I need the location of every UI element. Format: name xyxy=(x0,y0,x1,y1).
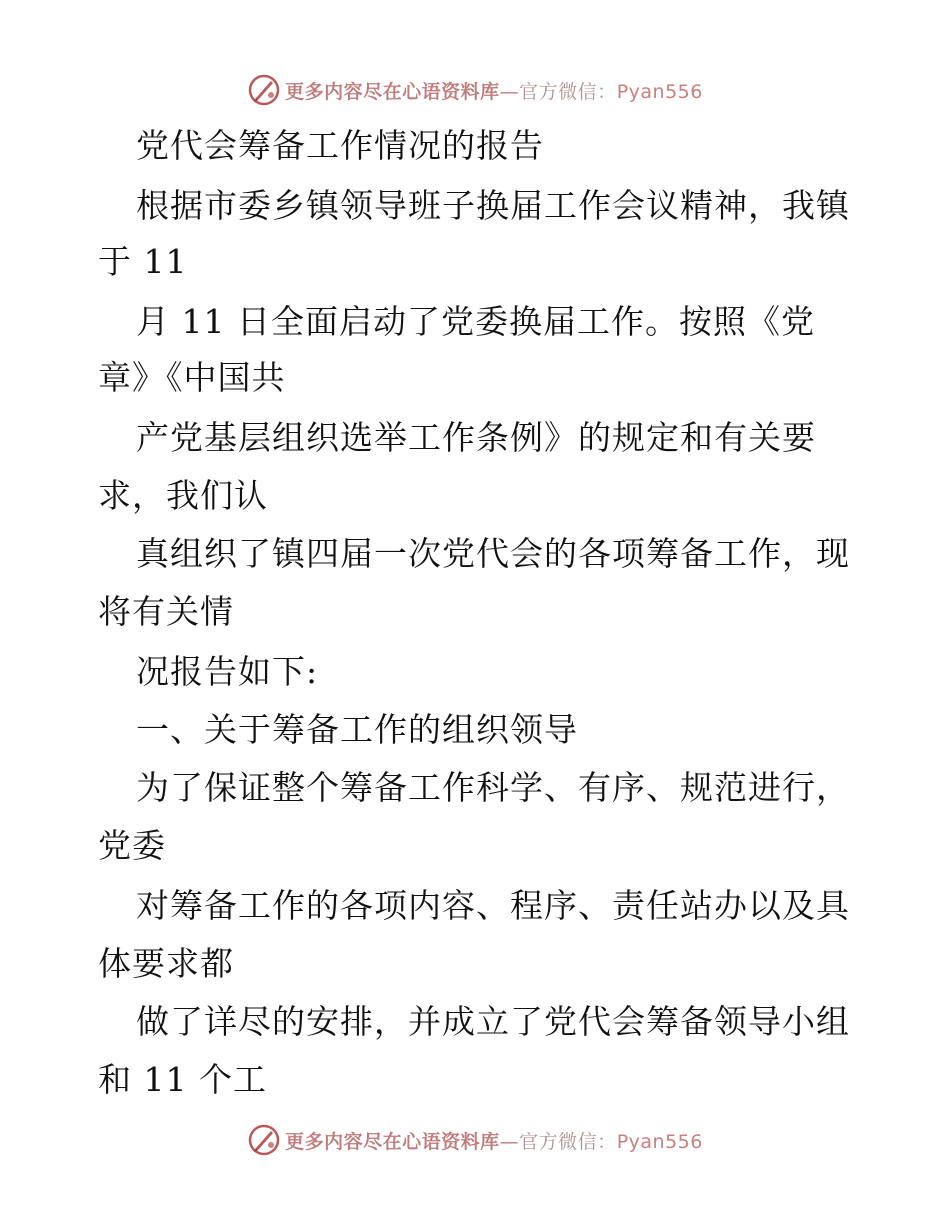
text-line: 为了保证整个筹备工作科学、有序、规范进行， xyxy=(136,768,850,807)
text-line: 真组织了镇四届一次党代会的各项筹备工作，现 xyxy=(136,534,850,573)
text-line: 党委 xyxy=(98,826,166,865)
watermark-footer xyxy=(0,1120,950,1160)
watermark-main-text: 更多内容尽在心语资料库 xyxy=(285,1130,500,1153)
section-heading: 一、关于筹备工作的组织领导 xyxy=(136,710,578,749)
text-line: 月 11 日全面启动了党委换届工作。按照《党 xyxy=(136,302,815,341)
watermark-dash: — xyxy=(499,1130,520,1153)
text-line: 产党基层组织选举工作条例》的规定和有关要 xyxy=(136,418,816,457)
text-line: 将有关情 xyxy=(98,592,234,631)
watermark-dash: — xyxy=(499,80,520,103)
watermark-wechat-id: Pyan556 xyxy=(616,1130,703,1153)
quill-pen-icon xyxy=(247,73,281,107)
text-line: 章》《中国共 xyxy=(98,358,286,397)
watermark-sub-text: 官方微信： xyxy=(519,1130,617,1153)
text-line: 况报告如下: xyxy=(136,652,319,691)
text-line: 根据市委乡镇领导班子换届工作会议精神，我镇 xyxy=(136,186,850,225)
quill-pen-icon xyxy=(247,1123,281,1157)
text-line: 做了详尽的安排，并成立了党代会筹备领导小组 xyxy=(136,1002,850,1041)
watermark-sub-text: 官方微信： xyxy=(519,80,617,103)
watermark-wechat-id: Pyan556 xyxy=(616,80,703,103)
watermark-header xyxy=(0,70,950,110)
text-line: 和 11 个工 xyxy=(98,1060,267,1099)
text-line: 体要求都 xyxy=(98,944,234,983)
text-line: 对筹备工作的各项内容、程序、责任站办以及具 xyxy=(136,886,850,925)
watermark-main-text: 更多内容尽在心语资料库 xyxy=(285,80,500,103)
text-line: 求，我们认 xyxy=(98,476,268,515)
text-line: 于 11 xyxy=(98,242,188,281)
document-title: 党代会筹备工作情况的报告 xyxy=(136,126,544,165)
